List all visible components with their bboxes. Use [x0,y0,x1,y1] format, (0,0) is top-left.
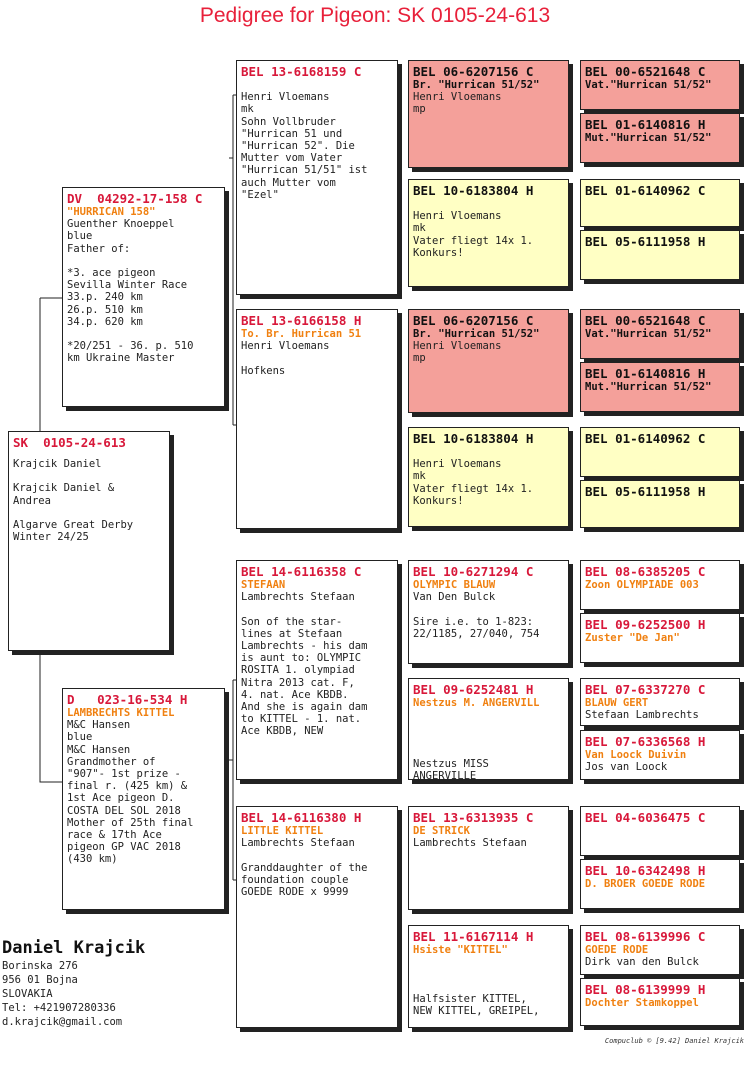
gen2-line: Son of the star- [241,615,343,628]
gen4-name: Vat."Hurrican 51/52" [585,328,712,340]
gen4-ring: BEL 01-6140816 H [585,117,706,132]
dam-line: final r. (425 km) & [67,780,188,793]
page-title: Pedigree for Pigeon: SK 0105-24-613 [199,4,551,27]
gen2-card [236,309,398,529]
gen4-name: Zuster "De Jan" [585,632,680,644]
gen4-card [580,179,740,227]
gen4-card [580,925,740,975]
gen3-line: Konkurs! [413,246,464,259]
gen2-line [241,603,393,615]
gen4-ring: BEL 08-6139996 C [585,929,706,944]
sire-line: *20/251 - 36. p. 510 [67,340,194,353]
gen3-line [413,968,564,980]
gen4-ring: BEL 08-6139999 H [585,982,706,997]
sire-line [67,255,220,267]
gen4-name: BLAUW GERT [585,697,649,709]
contact-phone[interactable]: Tel: +421907280336 [2,1002,116,1014]
gen3-name: DE STRICK [413,825,470,837]
subject-line: Krajcik Daniel & [13,482,115,495]
gen4-line: Dirk van den Bulck [585,956,699,969]
gen2-line: mk [241,103,254,116]
gen4-card [580,480,740,528]
gen3-line: mk [413,470,426,483]
gen3-ring: BEL 11-6167114 H [413,929,534,944]
gen4-card [580,806,740,856]
gen3-line [413,746,564,758]
gen3-name: Br. "Hurrican 51/52" [413,79,540,91]
dam-line: race & 17th Ace [67,829,162,842]
gen4-card [580,730,740,780]
dam-line: M&C Hansen [67,719,131,732]
gen4-card [580,978,740,1026]
gen4-ring: BEL 05-6111958 H [585,484,706,499]
gen3-line: Sire i.e. to 1-823: [413,615,534,628]
gen2-line: GOEDE RODE x 9999 [241,886,349,899]
gen3-name: Br. "Hurrican 51/52" [413,328,540,340]
gen3-line: Vater fliegt 14x 1. [413,482,534,495]
gen2-line: lines at Stefaan [241,627,343,640]
gen4-card [580,230,740,280]
gen4-ring: BEL 00-6521648 C [585,313,706,328]
gen4-name: D. BROER GOEDE RODE [585,878,706,890]
dam-line: COSTA DEL SOL 2018 [67,804,181,817]
sire-line: 34.p. 620 km [67,315,143,328]
gen4-ring: BEL 07-6336568 H [585,734,706,749]
sire-line: *3. ace pigeon [67,267,156,280]
gen2-line: Hofkens [241,364,286,377]
gen2-line: Lambrechts Stefaan [241,591,355,604]
subject-line: Algarve Great Derby [13,519,134,532]
gen4-card [580,309,740,359]
gen4-ring: BEL 10-6342498 H [585,863,706,878]
gen3-line [413,709,564,721]
gen2-line [241,849,393,861]
gen3-line: Vater fliegt 14x 1. [413,234,534,247]
gen2-ring: BEL 14-6116358 C [241,564,362,579]
sire-line: 26.p. 510 km [67,303,143,316]
gen2-ring: BEL 14-6116380 H [241,810,362,825]
gen2-line: 4. nat. Ace KBDB. [241,688,349,701]
gen4-line: Stefaan Lambrechts [585,709,699,722]
gen3-card [408,925,569,1028]
gen4-name: GOEDE RODE [585,944,649,956]
gen4-card [580,613,740,663]
gen4-card [580,60,740,110]
gen2-line: And she is again dam [241,701,368,714]
gen2-name: LITTLE KITTEL [241,825,324,837]
gen3-line: 22/1185, 27/040, 754 [413,627,540,640]
sire-line: Father of: [67,242,131,255]
gen4-name: Mut."Hurrican 51/52" [585,381,712,393]
gen3-ring: BEL 13-6313935 C [413,810,534,825]
gen4-card [580,113,740,163]
gen2-line: to KITTEL - 1. nat. [241,713,362,726]
gen4-name: Dochter Stamkoppel [585,997,699,1009]
gen2-line: "Ezel" [241,188,279,201]
gen3-card [408,60,569,168]
sire-name: "HURRICAN 158" [67,206,156,218]
gen3-line: mk [413,222,426,235]
gen4-card [580,427,740,477]
gen3-line: mp [413,352,426,365]
gen2-line: ROSITA 1. olympiad [241,664,355,677]
subject-ring: SK 0105-24-613 [13,435,126,450]
subject-card [8,431,170,651]
sire-ring: DV 04292-17-158 C [67,191,203,206]
gen4-ring: BEL 08-6385205 C [585,564,706,579]
breeder-name: Daniel Krajcik [2,938,146,958]
dam-line: Mother of 25th final [67,816,194,829]
gen2-line: Henri Vloemans [241,91,330,104]
gen3-line: ANGERVILLE [413,770,477,780]
gen4-ring: BEL 01-6140962 C [585,183,706,198]
dam-line: "907"- 1st prize - [67,768,181,781]
gen4-ring: BEL 05-6111958 H [585,234,706,249]
gen2-line: Henri Vloemans [241,340,330,353]
gen3-line [413,603,564,615]
gen4-line: Jos van Loock [585,761,668,774]
gen3-ring: BEL 10-6183804 H [413,431,534,446]
subject-line: Andrea [13,494,51,507]
gen2-line [241,352,393,364]
gen2-line: auch Mutter vom [241,176,336,189]
gen3-ring: BEL 10-6183804 H [413,183,534,198]
gen3-line [413,446,564,458]
gen4-card [580,362,740,412]
dam-line: Grandmother of [67,755,156,768]
gen4-ring: BEL 04-6036475 C [585,810,706,825]
gen4-name: Van Loock Duivin [585,749,687,761]
dam-line: (430 km) [67,853,118,866]
dam-name: LAMBRECHTS KITTEL [67,707,175,719]
gen2-ring: BEL 13-6166158 H [241,313,362,328]
contact-address: Borinska 276 [2,960,78,972]
sire-card [62,187,225,407]
gen3-name: OLYMPIC BLAUW [413,579,496,591]
gen4-name: Zoon OLYMPIADE 003 [585,579,699,591]
gen2-card [236,806,398,1028]
gen2-ring: BEL 13-6168159 C [241,64,362,79]
gen3-ring: BEL 09-6252481 H [413,682,534,697]
gen3-card [408,427,569,527]
gen3-card [408,560,569,664]
gen3-card [408,309,569,413]
gen2-line: is aunt to: OLYMPIC [241,652,362,665]
subject-line [13,507,165,519]
sire-line [67,328,220,340]
gen3-line: NEW KITTEL, GREIPEL, [413,1005,540,1018]
gen3-line: Nestzus MISS [413,758,489,771]
gen2-name: STEFAAN [241,579,286,591]
gen2-line: Granddaughter of the [241,861,368,874]
subject-line: Winter 24/25 [13,531,89,544]
gen3-card [408,678,569,780]
gen3-line: Henri Vloemans [413,458,502,471]
gen4-name: Mut."Hurrican 51/52" [585,132,712,144]
gen3-line: Lambrechts Stefaan [413,837,527,850]
gen3-line: Henri Vloemans [413,91,502,104]
software-credit: Compuclub © [9.42] Daniel Krajcik [604,1037,744,1045]
subject-line: Krajcik Daniel [13,458,102,470]
gen2-card [236,60,398,295]
gen4-ring: BEL 07-6337270 C [585,682,706,697]
gen2-line: Lambrechts - his dam [241,640,368,653]
dam-line: blue [67,731,93,744]
gen2-line: Sohn Vollbruder [241,115,336,128]
gen4-ring: BEL 01-6140962 C [585,431,706,446]
gen2-line: "Hurrican 52". Die [241,140,355,153]
gen3-line [413,721,564,733]
gen4-ring: BEL 00-6521648 C [585,64,706,79]
gen3-line: Konkurs! [413,494,464,507]
gen3-name: Hsiste "KITTEL" [413,944,508,956]
dam-line: M&C Hansen [67,743,131,756]
contact-country: SLOVAKIA [2,988,53,1000]
gen3-ring: BEL 06-6207156 C [413,64,534,79]
gen3-card [408,179,569,287]
dam-line: pigeon GP VAC 2018 [67,841,181,854]
gen2-name: To. Br. Hurrican 51 [241,328,362,340]
gen3-ring: BEL 06-6207156 C [413,313,534,328]
gen3-name: Nestzus M. ANGERVILL [413,697,540,709]
gen4-card [580,560,740,610]
gen2-line: foundation couple [241,873,349,886]
gen4-card [580,859,740,909]
breeder-contact [2,937,145,1029]
sire-line: Sevilla Winter Race [67,279,188,292]
sire-line: km Ukraine Master [67,352,175,365]
gen3-line: Henri Vloemans [413,340,502,353]
gen3-line [413,981,564,993]
gen3-card [408,806,569,910]
gen3-line [413,956,564,968]
gen4-ring: BEL 01-6140816 H [585,366,706,381]
gen4-card [580,678,740,726]
gen3-line: Henri Vloemans [413,210,502,223]
subject-line [13,470,165,482]
sire-line: Guenther Knoeppel [67,218,175,231]
dam-ring: D 023-16-534 H [67,692,188,707]
sire-line: blue [67,230,93,243]
gen2-line: Mutter vom Vater [241,152,343,165]
gen2-line: Lambrechts Stefaan [241,837,355,850]
gen2-line: Ace KBDB, NEW [241,725,324,738]
gen3-line: Van Den Bulck [413,591,496,604]
dam-card [62,688,225,910]
gen3-line [413,734,564,746]
gen2-line [241,79,393,91]
gen2-line: Nitra 2013 cat. F, [241,676,355,689]
gen4-name: Vat."Hurrican 51/52" [585,79,712,91]
contact-city: 956 01 Bojna [2,974,78,986]
sire-line: 33.p. 240 km [67,291,143,304]
gen3-ring: BEL 10-6271294 C [413,564,534,579]
gen4-ring: BEL 09-6252500 H [585,617,706,632]
gen2-line: "Hurrican 51/51" ist [241,164,368,177]
gen2-line: "Hurrican 51 und [241,127,343,140]
gen2-card [236,560,398,780]
dam-line: 1st Ace pigeon D. [67,792,175,805]
gen3-line: Halfsister KITTEL, [413,992,527,1005]
gen3-line: mp [413,103,426,116]
gen3-line [413,198,564,210]
contact-email[interactable]: d.krajcik@gmail.com [2,1016,123,1028]
subject-lines [13,458,165,543]
